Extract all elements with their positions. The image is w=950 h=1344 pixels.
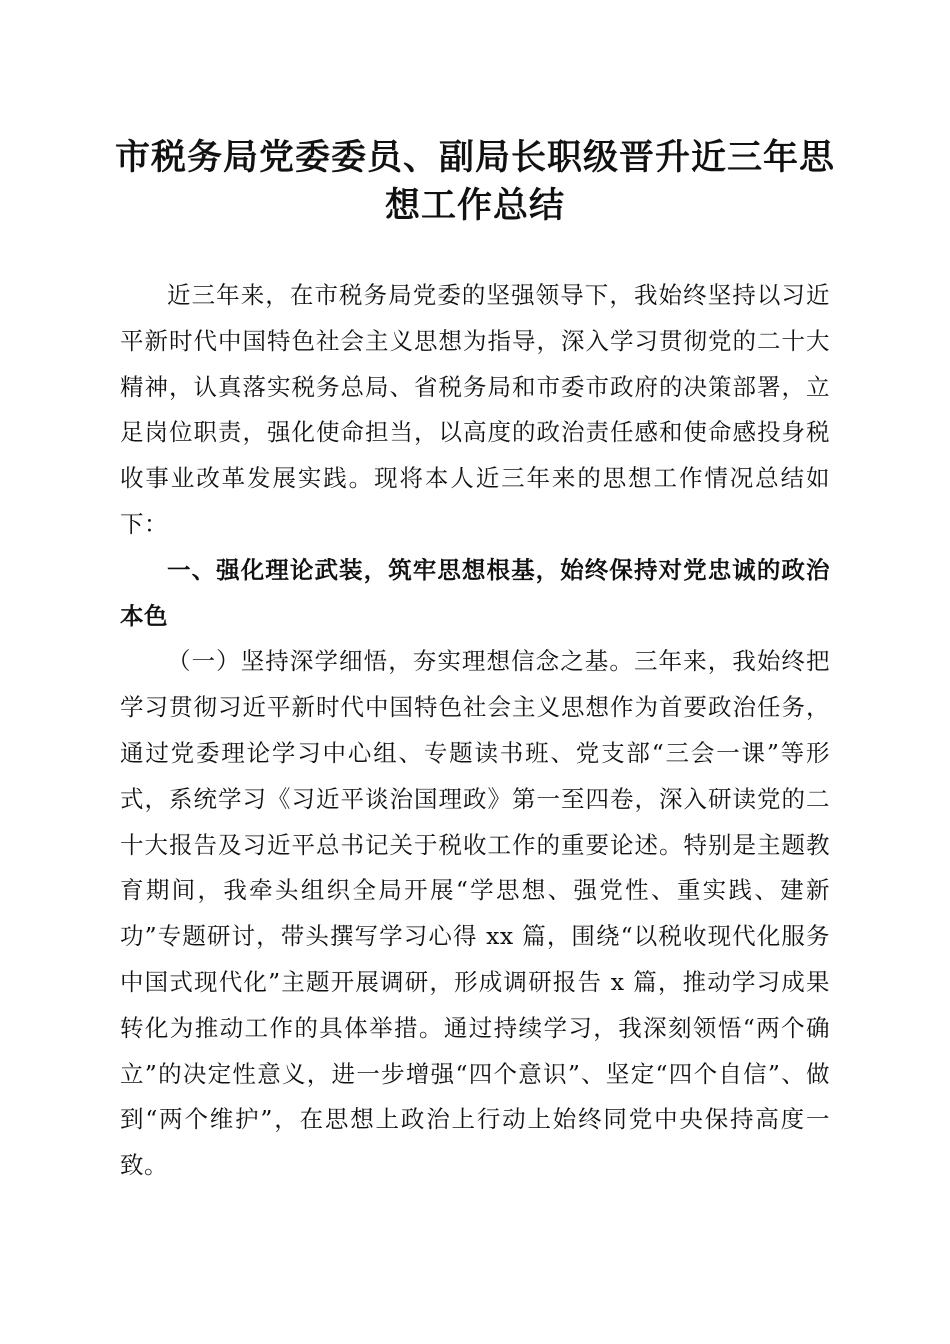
- section-1-heading: 一、强化理论武装，筑牢思想根基，始终保持对党忠诚的政治本色: [120, 555, 830, 630]
- intro-paragraph: 近三年来，在市税务局党委的坚强领导下，我始终坚持以习近平新时代中国特色社会主义思想为指导，深入学习贯彻党的二十大精神，认真落实税务总局、省税务局和市委市政府的决策部署，立足岗位职责，强化使命担当，以高度的政治责任感和使命感投身税收事业改革发展实践。现将本人近三年来的思想工作情况总结如下：: [120, 281, 830, 538]
- document-body: [120, 273, 830, 1189]
- document-title: 市税务局党委委员、副局长职级晋升近三年思想工作总结: [114, 137, 835, 226]
- section-1-paragraph-1: （一）坚持深学细悟，夯实理想信念之基。三年来，我始终把学习贯彻习近平新时代中国特色社会主义思想作为首要政治任务，通过党委理论学习中心组、专题读书班、党支部“三会一课”等形式，系统学习《习近平谈治国理政》第一至四卷，深入研读党的二十大报告及习近平总书记关于税收工作的重要论述。特别是主题教育期间，我牵头组织全局开展“学思想、强党性、重实践、建新功”专题研讨，带头撰写学习心得 xx 篇，围绕“以税收现代化服务中国式现代化”主题开展调研，形成调研报告 x 篇，推动学习成果转化为推动工作的具体举措。通过持续学习，我深刻领悟“两个确立”的决定性意义，进一步增强“四个意识”、坚定“四个自信”、做到“两个维护”，在思想上政治上行动上始终同党中央保持高度一致。: [120, 647, 830, 1180]
